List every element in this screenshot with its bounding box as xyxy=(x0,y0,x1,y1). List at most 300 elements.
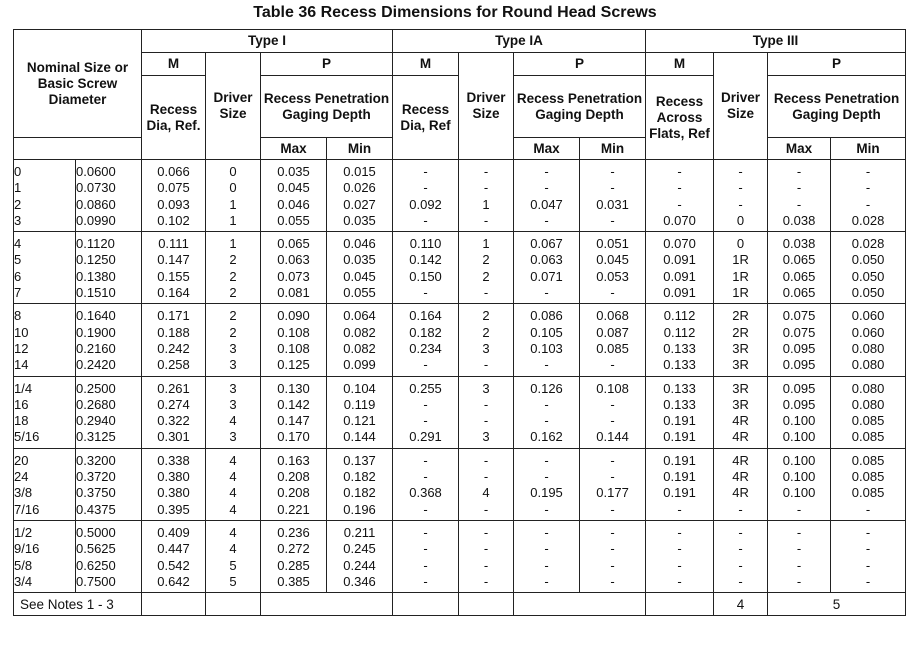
table-title: Table 36 Recess Dimensions for Round Head Screws xyxy=(253,4,657,21)
size-value: 18 xyxy=(14,413,29,429)
type-1-driver-size-value: 4 xyxy=(229,524,237,540)
type-1a-min-value: 0.031 xyxy=(596,196,629,212)
type-1-max-value: 0.063 xyxy=(277,252,310,268)
type-3-max-value: - xyxy=(796,573,802,589)
type-3-driver-size-value: - xyxy=(738,196,743,212)
type-3-max-value: 0.065 xyxy=(782,285,816,301)
type-1-min-value: 0.182 xyxy=(343,485,376,501)
header-type-1-p: P xyxy=(261,53,393,76)
type-1-recess-dia-value: 0.395 xyxy=(157,501,190,517)
header-type-3-max: Max xyxy=(768,138,831,160)
table-row-group xyxy=(14,376,906,448)
type-1-max-value: 0.142 xyxy=(277,396,310,412)
type-1-driver-size-value: 3 xyxy=(229,357,237,373)
header-type-3-min: Min xyxy=(831,138,906,160)
cell-type-1a-max xyxy=(514,376,580,448)
type-1-driver-size-value: 0 xyxy=(229,180,237,196)
cell-diameter xyxy=(76,520,142,592)
type-3-recess-across-flats-value: - xyxy=(677,541,682,557)
type-1-driver-size-value: 0 xyxy=(229,164,237,179)
type-1a-driver-size-value: 2 xyxy=(482,252,490,268)
type-3-driver-size-value: - xyxy=(738,573,743,589)
type-3-recess-across-flats-value: - xyxy=(677,524,682,540)
cell-type-1a-max xyxy=(514,232,580,304)
type-1-max-value: 0.045 xyxy=(277,180,310,196)
type-1a-recess-dia-value: 0.368 xyxy=(409,485,442,501)
table-row-group xyxy=(14,232,906,304)
cell-size xyxy=(14,520,76,592)
header-type-1-min: Min xyxy=(327,138,393,160)
type-1-driver-size-value: 4 xyxy=(229,452,237,468)
type-1a-min-value: - xyxy=(610,357,615,373)
type-1-driver-size-value: 5 xyxy=(229,573,237,589)
type-1a-min-value: - xyxy=(610,573,615,589)
type-1a-recess-dia-value: - xyxy=(423,285,428,301)
cell-size xyxy=(14,160,76,232)
type-1a-recess-dia-value: - xyxy=(423,180,428,196)
type-1-max-value: 0.073 xyxy=(277,268,310,284)
size-value: 3/4 xyxy=(14,573,33,589)
size-value: 5/8 xyxy=(14,557,33,573)
type-1a-max-value: 0.103 xyxy=(530,340,563,356)
cell-type-1-max xyxy=(261,232,327,304)
cell-type-1a-max xyxy=(514,448,580,520)
cell-type-1a-driver-size xyxy=(459,448,514,520)
diameter-value: 0.3200 xyxy=(76,452,116,468)
cell-type-1-max xyxy=(261,160,327,232)
cell-type-1-driver-size xyxy=(206,448,261,520)
size-value: 6 xyxy=(14,268,22,284)
type-1-recess-dia-value: 0.147 xyxy=(157,252,190,268)
type-1a-max-value: - xyxy=(544,573,549,589)
type-3-recess-across-flats-value: 0.133 xyxy=(663,396,696,412)
diameter-value: 0.3750 xyxy=(76,485,116,501)
diameter-value: 0.1120 xyxy=(76,236,115,252)
type-1-max-value: 0.285 xyxy=(277,557,310,573)
header-type-3-recess-penetration: Recess Penetration Gaging Depth xyxy=(768,76,906,138)
size-value: 1/4 xyxy=(14,380,33,396)
cell-type-3-min xyxy=(831,448,906,520)
type-3-max-value: 0.075 xyxy=(782,324,816,340)
type-3-max-value: 0.075 xyxy=(782,308,816,324)
diameter-value: 0.0600 xyxy=(76,164,116,179)
type-3-driver-size-value: - xyxy=(738,501,743,517)
type-3-driver-size-value: 2R xyxy=(732,324,749,340)
type-1a-recess-dia-value: 0.150 xyxy=(409,268,442,284)
type-1-recess-dia-value: 0.155 xyxy=(157,268,190,284)
type-1a-min-value: - xyxy=(610,541,615,557)
cell-type-1a-min xyxy=(580,304,646,376)
type-3-min-value: - xyxy=(865,573,871,589)
type-3-min-value: 0.080 xyxy=(851,380,885,396)
type-1-recess-dia-value: 0.188 xyxy=(157,324,190,340)
type-1a-max-value: 0.195 xyxy=(530,485,563,501)
size-value: 1 xyxy=(14,180,22,196)
type-1a-driver-size-value: 1 xyxy=(482,236,490,252)
type-3-min-value: 0.028 xyxy=(851,212,885,228)
cell-diameter xyxy=(76,232,142,304)
type-1a-recess-dia-value: 0.234 xyxy=(409,340,442,356)
header-type-1a-max: Max xyxy=(514,138,580,160)
type-1a-driver-size-value: - xyxy=(483,573,489,589)
type-1a-max-value: - xyxy=(544,524,549,540)
type-3-driver-size-value: 1R xyxy=(732,252,749,268)
type-1-recess-dia-value: 0.542 xyxy=(157,557,190,573)
type-1a-recess-dia-value: 0.182 xyxy=(409,324,442,340)
type-1-min-value: 0.182 xyxy=(343,469,376,485)
cell-type-1-recess-dia xyxy=(142,232,206,304)
size-value: 9/16 xyxy=(14,541,40,557)
type-3-recess-across-flats-value: 0.112 xyxy=(663,308,696,324)
header-type-1: Type I xyxy=(142,30,393,53)
header-type-1-max: Max xyxy=(261,138,327,160)
header-type-3-p: P xyxy=(768,53,906,76)
type-1-min-value: 0.211 xyxy=(343,524,376,540)
type-3-recess-across-flats-value: 0.191 xyxy=(663,469,696,485)
type-1-driver-size-value: 2 xyxy=(229,324,237,340)
type-3-driver-size-value: - xyxy=(738,557,743,573)
cell-type-3-recess-across-flats xyxy=(646,376,714,448)
type-1a-min-value: 0.068 xyxy=(596,308,629,324)
type-1a-max-value: 0.063 xyxy=(530,252,563,268)
type-3-min-value: - xyxy=(865,196,871,212)
type-1-min-value: 0.082 xyxy=(343,324,376,340)
cell-type-3-max xyxy=(768,520,831,592)
cell-type-1-max xyxy=(261,376,327,448)
size-value: 14 xyxy=(14,357,29,373)
type-3-min-value: 0.050 xyxy=(851,268,885,284)
type-1a-min-value: - xyxy=(610,557,615,573)
type-3-driver-size-value: 4R xyxy=(732,469,749,485)
cell-type-1-min xyxy=(327,304,393,376)
cell-type-1a-min xyxy=(580,232,646,304)
type-1a-max-value: - xyxy=(544,501,549,517)
cell-type-1-driver-size xyxy=(206,232,261,304)
cell-type-1a-driver-size xyxy=(459,520,514,592)
cell-type-1-max xyxy=(261,304,327,376)
type-3-min-value: 0.060 xyxy=(851,324,885,340)
cell-type-1-recess-dia xyxy=(142,520,206,592)
type-1a-max-value: - xyxy=(544,452,549,468)
table-body xyxy=(14,160,906,593)
diameter-value: 0.3720 xyxy=(76,469,116,485)
type-3-min-value: 0.050 xyxy=(851,285,885,301)
diameter-value: 0.6250 xyxy=(76,557,116,573)
type-1a-min-value: - xyxy=(610,164,615,179)
type-3-driver-size-value: - xyxy=(738,541,743,557)
type-1-min-value: 0.026 xyxy=(343,180,376,196)
cell-type-3-max xyxy=(768,448,831,520)
type-3-driver-size-value: 2R xyxy=(732,308,749,324)
cell-type-1a-min xyxy=(580,448,646,520)
type-1a-driver-size-value: - xyxy=(483,164,489,179)
type-3-driver-size-value: 1R xyxy=(732,268,749,284)
type-1a-driver-size-value: - xyxy=(483,557,489,573)
cell-type-1a-recess-dia xyxy=(393,520,459,592)
cell-type-1a-driver-size xyxy=(459,304,514,376)
type-3-recess-across-flats-value: 0.191 xyxy=(663,485,696,501)
cell-type-3-max xyxy=(768,304,831,376)
diameter-value: 0.2420 xyxy=(76,357,116,373)
cell-type-1-driver-size xyxy=(206,520,261,592)
type-1-driver-size-value: 4 xyxy=(229,501,237,517)
type-1a-max-value: - xyxy=(544,396,549,412)
header-type-1-driver-size: Driver Size xyxy=(206,53,261,160)
type-1a-max-value: 0.162 xyxy=(530,429,563,445)
cell-diameter xyxy=(76,160,142,232)
type-1a-max-value: - xyxy=(544,285,549,301)
cell-type-1-recess-dia xyxy=(142,376,206,448)
type-1a-min-value: 0.053 xyxy=(596,268,629,284)
size-value: 12 xyxy=(14,340,29,356)
size-value: 0 xyxy=(14,164,22,179)
cell-type-3-min xyxy=(831,520,906,592)
type-1-min-value: 0.104 xyxy=(343,380,376,396)
footer-cell xyxy=(206,593,261,616)
cell-type-1a-max xyxy=(514,304,580,376)
type-1-min-value: 0.082 xyxy=(343,340,376,356)
type-1a-min-value: 0.177 xyxy=(596,485,629,501)
diameter-value: 0.0990 xyxy=(76,212,116,228)
type-1-recess-dia-value: 0.380 xyxy=(157,485,190,501)
type-1a-recess-dia-value: - xyxy=(423,573,428,589)
type-1-max-value: 0.208 xyxy=(277,485,310,501)
type-3-min-value: 0.085 xyxy=(851,469,885,485)
header-type-3-m: M xyxy=(646,53,714,76)
type-3-min-value: 0.085 xyxy=(851,452,885,468)
cell-type-3-max xyxy=(768,232,831,304)
type-3-max-value: 0.065 xyxy=(782,252,816,268)
cell-type-3-driver-size xyxy=(714,160,768,232)
type-1-driver-size-value: 4 xyxy=(229,541,237,557)
size-value: 7/16 xyxy=(14,501,40,517)
diameter-value: 0.5000 xyxy=(76,524,116,540)
type-1a-min-value: 0.144 xyxy=(596,429,629,445)
type-1-driver-size-value: 4 xyxy=(229,469,237,485)
cell-type-1-min xyxy=(327,160,393,232)
type-1-recess-dia-value: 0.274 xyxy=(157,396,190,412)
type-1-min-value: 0.045 xyxy=(343,268,376,284)
table-row-group xyxy=(14,448,906,520)
type-1a-driver-size-value: 2 xyxy=(482,308,490,324)
type-1-recess-dia-value: 0.301 xyxy=(157,429,190,445)
diameter-value: 0.4375 xyxy=(76,501,116,517)
type-3-recess-across-flats-value: 0.091 xyxy=(663,268,696,284)
type-1-recess-dia-value: 0.164 xyxy=(157,285,190,301)
header-type-3-recess-across-flats: Recess Across Flats, Ref xyxy=(646,76,714,160)
cell-type-1-min xyxy=(327,376,393,448)
type-3-min-value: 0.060 xyxy=(851,308,885,324)
cell-type-3-recess-across-flats xyxy=(646,520,714,592)
type-1a-max-value: - xyxy=(544,212,549,228)
type-1-min-value: 0.015 xyxy=(343,164,376,179)
type-1a-driver-size-value: 3 xyxy=(482,429,490,445)
type-3-recess-across-flats-value: 0.191 xyxy=(663,452,696,468)
type-1-recess-dia-value: 0.102 xyxy=(157,212,190,228)
type-1-max-value: 0.046 xyxy=(277,196,310,212)
type-1-max-value: 0.108 xyxy=(277,324,310,340)
type-3-driver-size-value: - xyxy=(738,180,743,196)
type-3-driver-size-value: 3R xyxy=(732,340,749,356)
type-3-max-value: - xyxy=(796,501,802,517)
cell-type-1a-max xyxy=(514,520,580,592)
type-1a-max-value: - xyxy=(544,469,549,485)
cell-type-1a-max xyxy=(514,160,580,232)
type-1-max-value: 0.385 xyxy=(277,573,310,589)
type-1-recess-dia-value: 0.111 xyxy=(158,236,189,252)
diameter-value: 0.2160 xyxy=(76,340,116,356)
type-3-driver-size-value: 0 xyxy=(736,236,745,252)
type-1a-max-value: - xyxy=(544,164,549,179)
type-1a-recess-dia-value: 0.164 xyxy=(409,308,442,324)
type-3-recess-across-flats-value: 0.070 xyxy=(663,212,696,228)
cell-type-1-driver-size xyxy=(206,304,261,376)
type-3-max-value: 0.095 xyxy=(782,396,816,412)
type-3-min-value: - xyxy=(865,524,871,540)
header-nominal-spacer xyxy=(14,138,142,160)
type-1-min-value: 0.196 xyxy=(343,501,376,517)
type-1a-max-value: 0.067 xyxy=(530,236,563,252)
type-3-min-value: - xyxy=(865,501,871,517)
type-1-min-value: 0.121 xyxy=(343,413,376,429)
type-1-recess-dia-value: 0.642 xyxy=(157,573,190,589)
type-3-recess-across-flats-value: - xyxy=(677,180,682,196)
type-1-driver-size-value: 2 xyxy=(229,268,237,284)
type-1-driver-size-value: 1 xyxy=(229,196,237,212)
type-1a-recess-dia-value: - xyxy=(423,452,428,468)
diameter-value: 0.3125 xyxy=(76,429,116,445)
cell-type-3-driver-size xyxy=(714,304,768,376)
diameter-value: 0.0730 xyxy=(76,180,116,196)
table-row-group xyxy=(14,520,906,592)
type-3-max-value: - xyxy=(796,541,802,557)
type-1a-driver-size-value: - xyxy=(483,396,489,412)
type-3-recess-across-flats-value: 0.133 xyxy=(663,357,696,373)
type-1-min-value: 0.046 xyxy=(343,236,376,252)
type-1a-driver-size-value: - xyxy=(483,524,489,540)
type-3-max-value: 0.038 xyxy=(782,212,816,228)
type-3-min-value: 0.050 xyxy=(851,252,885,268)
diameter-value: 0.1380 xyxy=(76,268,116,284)
type-1a-max-value: 0.071 xyxy=(530,268,563,284)
type-1-driver-size-value: 3 xyxy=(229,380,237,396)
type-3-min-value: 0.080 xyxy=(851,357,885,373)
diameter-value: 0.5625 xyxy=(76,541,116,557)
footer-cell xyxy=(142,593,206,616)
type-1-min-value: 0.055 xyxy=(343,285,376,301)
cell-type-1-min xyxy=(327,520,393,592)
table-row-group xyxy=(14,304,906,376)
type-1-max-value: 0.125 xyxy=(277,357,310,373)
diameter-value: 0.1640 xyxy=(76,308,116,324)
diameter-value: 0.2680 xyxy=(76,396,116,412)
type-1-max-value: 0.163 xyxy=(277,452,310,468)
cell-size xyxy=(14,376,76,448)
type-1-max-value: 0.090 xyxy=(277,308,310,324)
type-1-driver-size-value: 5 xyxy=(229,557,237,573)
type-1-min-value: 0.027 xyxy=(343,196,376,212)
type-3-driver-size-value: 1R xyxy=(732,285,749,301)
type-1a-min-value: - xyxy=(610,524,615,540)
type-1-recess-dia-value: 0.075 xyxy=(157,180,190,196)
type-3-max-value: 0.095 xyxy=(782,357,816,373)
cell-type-1-min xyxy=(327,448,393,520)
footer-type-3-p-note: 5 xyxy=(768,593,906,616)
size-value: 2 xyxy=(14,196,22,212)
type-1-recess-dia-value: 0.066 xyxy=(157,164,190,179)
type-1a-recess-dia-value: - xyxy=(423,396,428,412)
type-1-max-value: 0.108 xyxy=(277,340,310,356)
type-1a-max-value: 0.047 xyxy=(530,196,563,212)
table-row-group xyxy=(14,160,906,232)
type-1a-min-value: - xyxy=(610,180,615,196)
type-3-recess-across-flats-value: 0.133 xyxy=(663,340,696,356)
type-3-driver-size-value: 3R xyxy=(732,357,749,373)
header-type-3-driver-size: Driver Size xyxy=(714,53,768,160)
cell-type-1a-min xyxy=(580,376,646,448)
cell-type-1a-min xyxy=(580,160,646,232)
type-1a-min-value: - xyxy=(610,452,615,468)
type-3-max-value: 0.100 xyxy=(782,413,816,429)
size-value: 5 xyxy=(14,252,22,268)
recess-dimensions-table xyxy=(13,29,906,616)
header-type-1a-driver-size: Driver Size xyxy=(459,53,514,160)
type-3-max-value: 0.100 xyxy=(782,429,816,445)
type-3-recess-across-flats-value: 0.112 xyxy=(663,324,696,340)
type-1a-recess-dia-value: 0.255 xyxy=(409,380,442,396)
cell-diameter xyxy=(76,448,142,520)
type-1a-driver-size-value: 3 xyxy=(482,380,490,396)
footer-cell xyxy=(646,593,714,616)
type-3-recess-across-flats-value: 0.191 xyxy=(663,413,696,429)
cell-type-1a-recess-dia xyxy=(393,448,459,520)
footer-cell xyxy=(514,593,646,616)
type-1a-driver-size-value: - xyxy=(483,285,489,301)
size-value: 1/2 xyxy=(14,524,33,540)
type-3-max-value: - xyxy=(796,557,802,573)
size-value: 3 xyxy=(14,212,22,228)
type-1-driver-size-value: 3 xyxy=(229,340,237,356)
type-1a-max-value: - xyxy=(544,557,549,573)
type-1-recess-dia-value: 0.447 xyxy=(157,541,190,557)
type-3-recess-across-flats-value: 0.070 xyxy=(663,236,696,252)
type-1a-driver-size-value: 2 xyxy=(482,268,490,284)
type-3-driver-size-value: 3R xyxy=(732,396,749,412)
type-1a-max-value: 0.086 xyxy=(530,308,563,324)
type-1a-driver-size-value: 1 xyxy=(482,196,490,212)
cell-type-3-recess-across-flats xyxy=(646,448,714,520)
size-value: 10 xyxy=(14,324,29,340)
type-1a-driver-size-value: - xyxy=(483,541,489,557)
type-1-max-value: 0.272 xyxy=(277,541,310,557)
type-3-recess-across-flats-value: 0.133 xyxy=(663,380,696,396)
type-1a-max-value: 0.105 xyxy=(530,324,563,340)
type-1a-min-value: 0.045 xyxy=(596,252,629,268)
type-1a-driver-size-value: - xyxy=(483,501,489,517)
type-1-max-value: 0.130 xyxy=(277,380,310,396)
type-3-min-value: 0.028 xyxy=(851,236,885,252)
type-1a-min-value: - xyxy=(610,413,615,429)
header-type-1a-min: Min xyxy=(580,138,646,160)
cell-type-1-recess-dia xyxy=(142,304,206,376)
header-type-1a-m: M xyxy=(393,53,459,76)
type-1a-min-value: - xyxy=(610,396,615,412)
type-1a-recess-dia-value: - xyxy=(423,557,428,573)
diameter-value: 0.1250 xyxy=(76,252,116,268)
type-1-min-value: 0.064 xyxy=(343,308,376,324)
type-1-driver-size-value: 2 xyxy=(229,252,237,268)
type-1a-max-value: - xyxy=(544,541,549,557)
